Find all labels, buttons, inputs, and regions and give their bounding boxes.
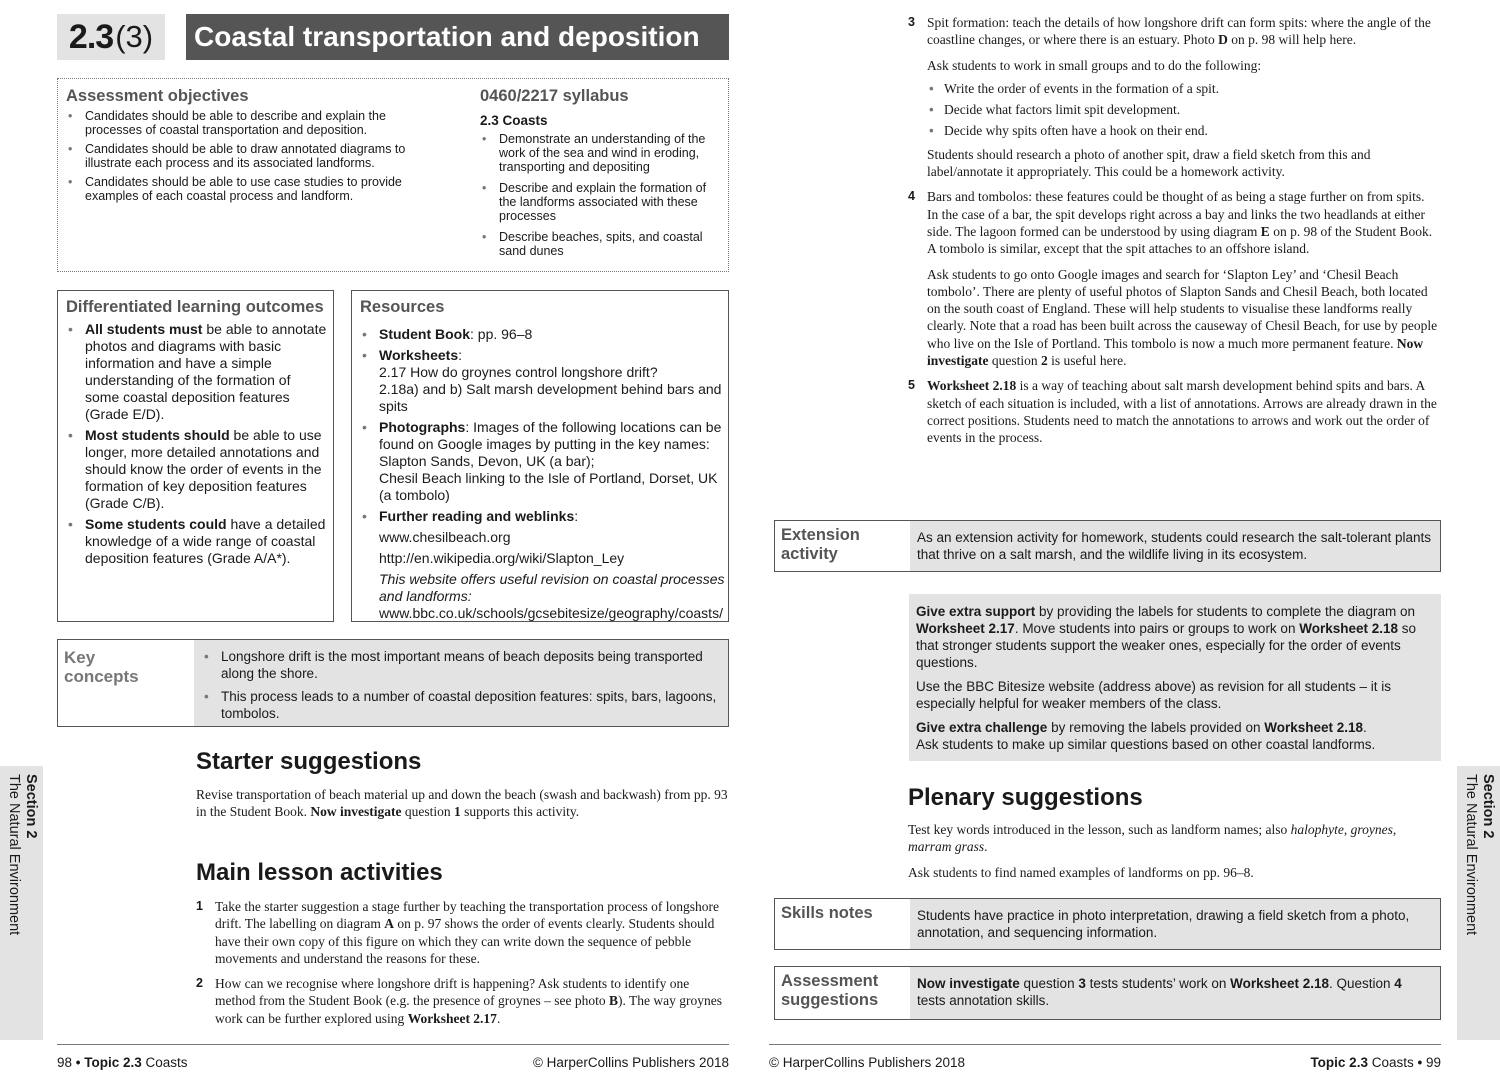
section-side-tab-left xyxy=(0,766,43,1040)
challenge-para: Give extra challenge by removing the labels provided on Worksheet 2.18. Ask students to make up similar questions based on other coastal landforms. xyxy=(916,720,1376,752)
assessment-suggestions-text: Now investigate question 3 tests students’ work on Worksheet 2.18. Question 4 tests annotation skills. xyxy=(910,967,1440,1019)
starter-heading: Starter suggestions xyxy=(196,748,422,775)
list-item: • Worksheets: 2.17 How do groynes control longshore drift? 2.18a) and b) Salt marsh development behind bars and spits xyxy=(360,347,726,415)
skills-notes-box xyxy=(774,898,1441,950)
weblink-note: This website offers useful revision on coastal processes and landforms: xyxy=(379,571,725,604)
list-item: • Some students could have a detailed knowledge of a wide range of coastal deposition features (Grade A/A*). xyxy=(66,516,328,567)
activity-item: 3 Spit formation: teach the details of how longshore drift can form spits: where the angle of the coastline changes, or where there is an estuary. Photo D on p. 98 will help here. Ask students to work in small groups and to do the following: • Write the order of events in the formation of a spit. • Decide what factors limit spit development. • Decide why spits often have a hook on their end. Students should research a photo of another spit, draw a field sketch from this and label/annotate it appropriately. This could be a homework activity. xyxy=(908,14,1438,180)
key-concepts-body xyxy=(194,640,728,726)
main-activities-right xyxy=(908,14,1438,455)
list-item: • Candidates should be able to use case studies to provide examples of each coastal process and landform. xyxy=(66,175,416,203)
list-item: • All students must be able to annotate photos and diagrams with basic information and have a simple understanding of the formation of some coastal deposition features (Grade E/D). xyxy=(66,321,328,423)
footer-copyright-left: © HarperCollins Publishers 2018 xyxy=(532,1055,729,1070)
extension-label: Extension activity xyxy=(775,521,910,571)
activity-item: 2 How can we recognise where longshore drift is happening? Ask students to identify one method from the Student Book (e.g. the presence of groynes – see photo B). The way groynes work can be further explored using Worksheet 2.17. xyxy=(196,976,723,1026)
list-item: • This process leads to a number of coastal deposition features: spits, bars, lagoons, tombolos. xyxy=(202,688,720,722)
support-para: Use the BBC Bitesize website (address above) as revision for all students – it is especially helpful for weaker members of the class. xyxy=(916,679,1391,711)
lesson-number: 2.3 xyxy=(68,17,114,56)
list-item: • Photographs: Images of the following locations can be found on Google images by putting in the key names: Slapton Sands, Devon, UK (a bar); Chesil Beach linking to the Isle of Portland, Dorset, UK (a tombolo) xyxy=(360,419,726,504)
syllabus-subheading: 2.3 Coasts xyxy=(480,113,548,128)
list-item: • Describe and explain the formation of the landforms associated with these processes xyxy=(480,181,720,223)
extension-text: As an extension activity for homework, students could research the salt-tolerant plants that thrive on a salt marsh, and the wildlife living in its ecosystem. xyxy=(910,521,1440,571)
list-item: • Student Book: pp. 96–8 xyxy=(360,326,726,343)
resources-box xyxy=(351,290,729,622)
assessment-objectives-heading: Assessment objectives xyxy=(66,87,249,105)
activity-item: 1 Take the starter suggestion a stage further by teaching the transportation process of longshore drift. The labelling on diagram A on p. 97 shows the order of events clearly. Students should have their own copy of this figure on which they can write down the sequence of pebble movements and understand the reasons for these. xyxy=(196,899,720,966)
skills-text: Students have practice in photo interpretation, drawing a field sketch from a photo, annotation, and sequencing information. xyxy=(910,899,1440,949)
weblink[interactable]: www.chesilbeach.org xyxy=(379,529,511,545)
footer-left-page: 98 • Topic 2.3 Coasts xyxy=(57,1055,188,1070)
list-item: • Most students should be able to use longer, more detailed annotations and should know the order of events in the formation of key deposition features (Grade C/B). xyxy=(66,427,328,512)
activity-item: 5 Worksheet 2.18 is a way of teaching about salt marsh development behind spits and bars. A sketch of each situation is included, with a list of annotations. Arrows are already drawn in the correct positions. Students need to match the annotations to arrows and work out the order of events in the process. xyxy=(908,378,1437,446)
weblink[interactable]: http://en.wikipedia.org/wiki/Slapton_Ley xyxy=(379,550,625,566)
syllabus xyxy=(480,87,720,263)
footer-rule-right xyxy=(769,1044,1441,1045)
support-para: Give extra support by providing the labels for students to complete the diagram on Worksheet 2.17. Move students into pairs or groups to work on Worksheet 2.18 so that stronger students support the weaker ones, especially for the order of events questions. xyxy=(916,604,1417,670)
list-item: • Candidates should be able to describe and explain the processes of coastal transportation and deposition. xyxy=(66,109,416,137)
activity-item: 4 Bars and tombolos: these features could be thought of as being a stage further on from spits. In the case of a bar, the spit develops right across a bay and links the two headlands at either side. The lagoon formed can be understood by using diagram E on p. 98 of the Student Book. A tombolo is similar, except that the spit attaches to an offshore island. Ask students to go onto Google images and search for ‘Slapton Ley’ and ‘Chesil Beach tombolo’. There are plenty of useful photos of Slapton Sands and Chesil Beach, both located on the south coast of England. These will help students to visualise these landforms really clearly. Note that a road has been built across the causeway of Chesil Beach, for use by people who live on the Isle of Portland. This tombolo is now a much more permanent feature. Now investigate question 2 is useful here. xyxy=(908,189,1438,369)
footer-copyright-right: © HarperCollins Publishers 2018 xyxy=(769,1055,966,1070)
dlo-list xyxy=(66,321,328,571)
list-item: • Further reading and weblinks: www.chesilbeach.org http://en.wikipedia.org/wiki/Slapton_Ley This website offers useful revision on coastal processes and landforms: www.bbc.co.uk/schools/gcsebitesize/geography/coasts/ xyxy=(360,508,726,622)
section-tab-name: The Natural Environment xyxy=(1463,774,1479,936)
extension-activity-box xyxy=(774,520,1441,572)
resources-list xyxy=(360,326,726,626)
dlo-box xyxy=(57,290,334,622)
list-item: • Demonstrate an understanding of the work of the sea and wind in eroding, transporting and depositing xyxy=(480,132,720,174)
list-item: • Describe beaches, spits, and coastal sand dunes xyxy=(480,230,720,258)
key-concepts-box xyxy=(57,639,729,727)
weblink[interactable]: www.bbc.co.uk/schools/gcsebitesize/geography/coasts/ xyxy=(379,605,723,621)
section-tab-number: Section 2 xyxy=(23,774,39,839)
section-side-tab-right xyxy=(1457,766,1500,1040)
lesson-number-badge xyxy=(57,14,165,60)
assessment-objectives xyxy=(66,87,416,208)
syllabus-heading: 0460/2217 syllabus xyxy=(480,87,629,105)
skills-label: Skills notes xyxy=(775,899,910,949)
key-concepts-list xyxy=(202,648,720,722)
section-tab-name: The Natural Environment xyxy=(6,774,22,936)
assessment-syllabus-box xyxy=(57,78,729,272)
list-item: • Longshore drift is the most important means of beach deposits being transported along the shore. xyxy=(202,648,720,682)
footer-right-page: Topic 2.3 Coasts • 99 xyxy=(1310,1055,1441,1070)
plenary-heading: Plenary suggestions xyxy=(908,784,1143,811)
footer-rule-left xyxy=(57,1044,729,1045)
list-item: • Write the order of events in the formation of a spit. xyxy=(927,80,1438,97)
assessment-objectives-list xyxy=(66,109,416,203)
support-challenge-box xyxy=(909,594,1441,761)
section-tab-number: Section 2 xyxy=(1480,774,1496,839)
key-concepts-label: Key concepts xyxy=(58,640,194,726)
lesson-title: Coastal transportation and deposition xyxy=(186,14,729,60)
syllabus-list xyxy=(480,132,720,258)
dlo-heading: Differentiated learning outcomes xyxy=(66,298,324,316)
assessment-suggestions-box xyxy=(774,966,1441,1020)
list-item: • Decide why spits often have a hook on their end. xyxy=(927,122,1438,139)
lesson-part: (3) xyxy=(115,19,154,54)
list-item: • Decide what factors limit spit development. xyxy=(927,101,1438,118)
main-activities-heading: Main lesson activities xyxy=(196,859,443,886)
plenary-text: Test key words introduced in the lesson, such as landform names; also halophyte, groynes, marram grass. Ask students to find named examples of landforms on pp. 96–8. xyxy=(908,822,1397,880)
starter-text: Revise transportation of beach material up and down the beach (swash and backwash) from pp. 93 in the Student Book. Now investigate question 1 supports this activity. xyxy=(196,787,728,820)
activity-bullets xyxy=(927,80,1438,140)
list-item: • Candidates should be able to draw annotated diagrams to illustrate each process and its associated landforms. xyxy=(66,142,416,170)
assessment-suggestions-label: Assessment suggestions xyxy=(775,967,910,1019)
resources-heading: Resources xyxy=(360,298,445,316)
main-activities-left xyxy=(196,898,729,1035)
